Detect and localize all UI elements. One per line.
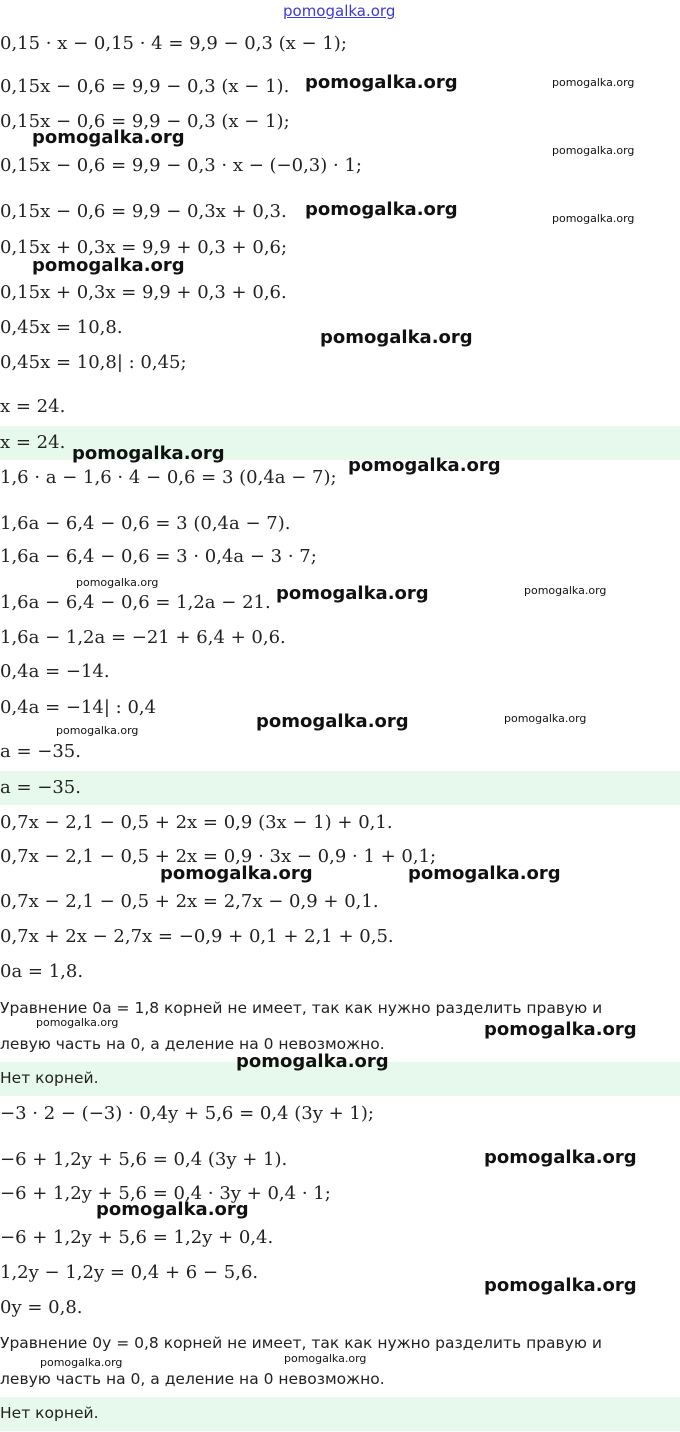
equation-line: 1,6 · a − 1,6 · 4 − 0,6 = 3 (0,4a − 7); — [0, 467, 337, 488]
watermark: pomogalka.org — [305, 72, 458, 93]
answer-text: a = −35. — [0, 777, 81, 798]
equation-line: 0,15x − 0,6 = 9,9 − 0,3x + 0,3. — [0, 201, 287, 222]
watermark: pomogalka.org — [552, 76, 635, 89]
watermark: pomogalka.org — [484, 1147, 637, 1168]
equation-line: 0,4a = −14. — [0, 661, 110, 682]
watermark: pomogalka.org — [56, 724, 139, 737]
equation-line: 0,7x − 2,1 − 0,5 + 2x = 2,7x − 0,9 + 0,1. — [0, 891, 379, 912]
answer-text: Нет корней. — [0, 1069, 99, 1087]
equation-line: −6 + 1,2y + 5,6 = 0,4 (3y + 1). — [0, 1149, 288, 1170]
equation-line: x = 24. — [0, 396, 66, 417]
watermark: pomogalka.org — [76, 576, 159, 589]
equation-line: 0y = 0,8. — [0, 1297, 83, 1318]
watermark: pomogalka.org — [305, 199, 458, 220]
equation-line: 0,7x + 2x − 2,7x = −0,9 + 0,1 + 2,1 + 0,5. — [0, 926, 394, 947]
equation-line: 1,6a − 6,4 − 0,6 = 1,2a − 21. — [0, 592, 271, 613]
answer-band — [0, 771, 680, 805]
watermark: pomogalka.org — [504, 712, 587, 725]
watermark: pomogalka.org — [484, 1019, 637, 1040]
equation-line: 0,7x − 2,1 − 0,5 + 2x = 0,9 (3x − 1) + 0,1. — [0, 812, 393, 833]
equation-line: 1,6a − 6,4 − 0,6 = 3 (0,4a − 7). — [0, 513, 291, 534]
watermark: pomogalka.org — [256, 711, 409, 732]
explanation-text: Уравнение 0a = 1,8 корней не имеет, так как нужно разделить правую и — [0, 999, 603, 1017]
answer-text: Нет корней. — [0, 1404, 99, 1422]
watermark: pomogalka.org — [96, 1199, 249, 1220]
equation-line: 0,45x = 10,8| : 0,45; — [0, 352, 187, 373]
watermark: pomogalka.org — [276, 583, 429, 604]
watermark: pomogalka.org — [552, 212, 635, 225]
equation-line: 0,7x − 2,1 − 0,5 + 2x = 0,9 · 3x − 0,9 · 1 + 0,1; — [0, 846, 437, 867]
watermark: pomogalka.org — [40, 1356, 123, 1369]
watermark: pomogalka.org — [524, 584, 607, 597]
equation-line: −6 + 1,2y + 5,6 = 1,2y + 0,4. — [0, 1227, 274, 1248]
answer-text: x = 24. — [0, 432, 66, 453]
watermark: pomogalka.org — [160, 863, 313, 884]
equation-line: 0,4a = −14| : 0,4 — [0, 697, 157, 718]
equation-line: 0,15x − 0,6 = 9,9 − 0,3 (x − 1). — [0, 76, 290, 97]
equation-line: 1,2y − 1,2y = 0,4 + 6 − 5,6. — [0, 1262, 259, 1283]
equation-line: 0,15x − 0,6 = 9,9 − 0,3 · x − (−0,3) · 1; — [0, 155, 362, 176]
watermark: pomogalka.org — [284, 1352, 367, 1365]
answer-band — [0, 1397, 680, 1431]
explanation-text: левую часть на 0, а деление на 0 невозможно. — [0, 1370, 385, 1388]
watermark: pomogalka.org — [484, 1275, 637, 1296]
watermark: pomogalka.org — [236, 1051, 389, 1072]
watermark: pomogalka.org — [552, 144, 635, 157]
equation-line: −6 + 1,2y + 5,6 = 0,4 · 3y + 0,4 · 1; — [0, 1183, 331, 1204]
equation-line: 0,15x + 0,3x = 9,9 + 0,3 + 0,6. — [0, 282, 287, 303]
watermark: pomogalka.org — [320, 327, 473, 348]
equation-line: 1,6a − 6,4 − 0,6 = 3 · 0,4a − 3 · 7; — [0, 546, 317, 567]
explanation-text: левую часть на 0, а деление на 0 невозможно. — [0, 1035, 385, 1053]
equation-line: a = −35. — [0, 741, 81, 762]
explanation-text: Уравнение 0y = 0,8 корней не имеет, так как нужно разделить правую и — [0, 1334, 602, 1352]
equation-line: 1,6a − 1,2a = −21 + 6,4 + 0,6. — [0, 627, 286, 648]
equation-line: 0,15x + 0,3x = 9,9 + 0,3 + 0,6; — [0, 237, 288, 258]
watermark: pomogalka.org — [72, 443, 225, 464]
watermark: pomogalka.org — [36, 1016, 119, 1029]
equation-line: 0,45x = 10,8. — [0, 317, 123, 338]
watermark: pomogalka.org — [408, 863, 561, 884]
equation-line: 0,15x − 0,6 = 9,9 − 0,3 (x − 1); — [0, 111, 290, 132]
equation-line: −3 · 2 − (−3) · 0,4y + 5,6 = 0,4 (3y + 1); — [0, 1103, 374, 1124]
watermark-link-top[interactable]: pomogalka.org — [283, 2, 396, 20]
watermark: pomogalka.org — [32, 255, 185, 276]
watermark: pomogalka.org — [348, 455, 501, 476]
equation-line: 0a = 1,8. — [0, 961, 84, 982]
watermark: pomogalka.org — [32, 127, 185, 148]
equation-line: 0,15 · x − 0,15 · 4 = 9,9 − 0,3 (x − 1); — [0, 33, 347, 54]
